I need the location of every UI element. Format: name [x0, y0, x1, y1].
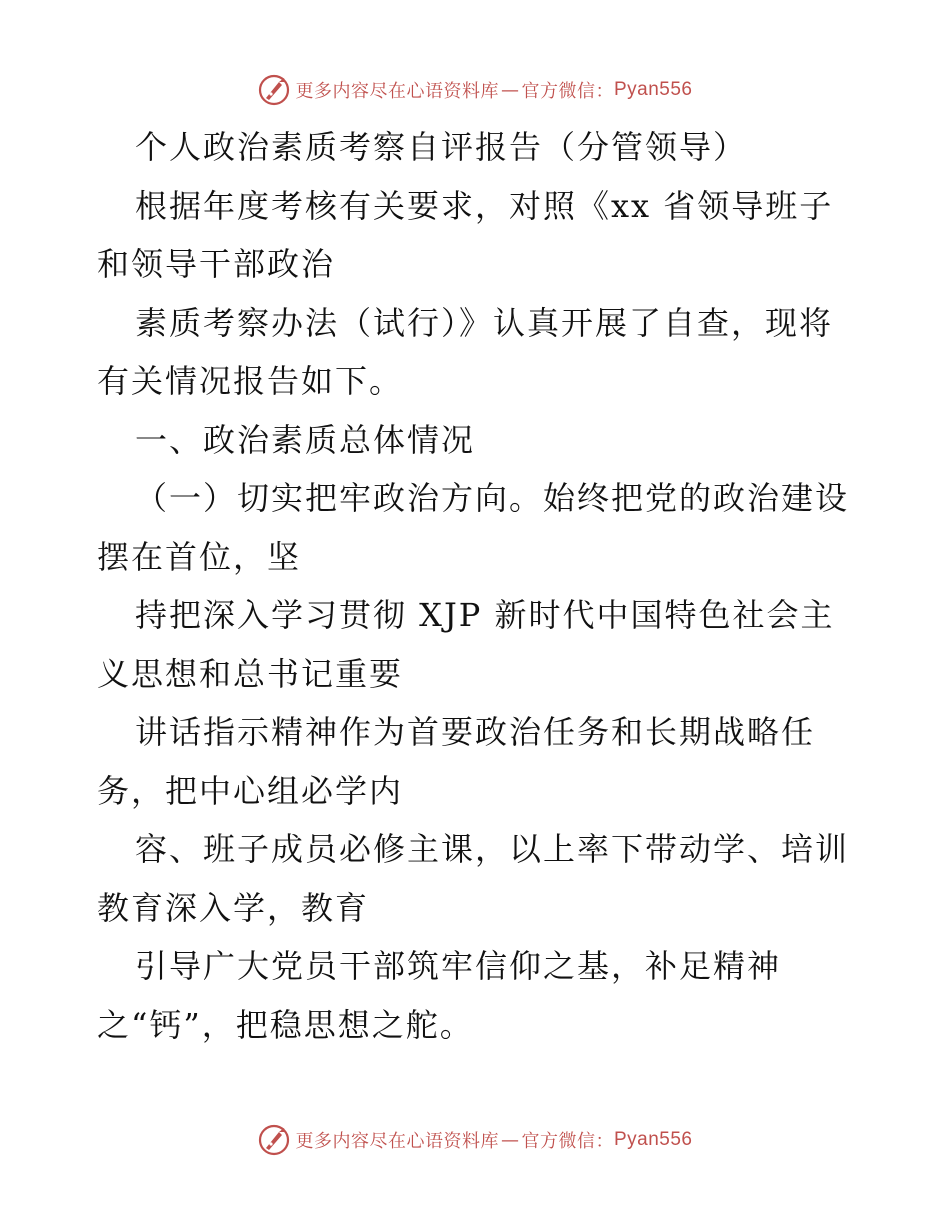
watermark-contact-text: 官方微信：: [521, 1131, 614, 1152]
document-line: （一）切实把牢政治方向。始终把党的政治建设: [135, 479, 850, 517]
quill-pen-logo-icon: [257, 1123, 291, 1157]
watermark-contact-id: Pyan556: [613, 1129, 693, 1150]
document-line: 素质考察办法（试行）》认真开展了自查，现将: [135, 303, 834, 342]
document-line: 教育深入学，教育: [97, 888, 370, 927]
document-line: 一、政治素质总体情况: [135, 420, 476, 459]
document-line: 和领导干部政治: [97, 245, 336, 283]
document-line: 之“钙”，把稳思想之舵。: [97, 1005, 474, 1044]
document-line: 容、班子成员必修主课，以上率下带动学、培训: [135, 830, 850, 868]
document-line: 个人政治素质考察自评报告（分管领导）: [135, 128, 748, 166]
watermark-contact-id: Pyan556: [613, 79, 693, 100]
watermark-contact-text: 官方微信：: [521, 81, 614, 102]
watermark-separator: —: [500, 79, 520, 101]
quill-pen-logo-icon: [257, 73, 291, 107]
document-line: 摆在首位，坚: [97, 537, 302, 576]
document-line: 引导广大党员干部筑牢信仰之基，补足精神: [135, 947, 782, 985]
document-line: 务，把中心组必学内: [97, 771, 404, 810]
watermark-brand-text: 更多内容尽在心语资料库: [295, 81, 499, 102]
document-line: 持把深入学习贯彻 XJP 新时代中国特色社会主: [135, 596, 835, 634]
watermark-brand-text: 更多内容尽在心语资料库: [295, 1131, 499, 1152]
document-body: [97, 118, 857, 1054]
footer-watermark: [0, 1120, 950, 1160]
document-line: 根据年度考核有关要求，对照《xx 省领导班子: [135, 186, 834, 225]
document-line: 有关情况报告如下。: [97, 362, 404, 400]
header-watermark: [0, 70, 950, 110]
document-line: 讲话指示精神作为首要政治任务和长期战略任: [135, 713, 816, 751]
watermark-separator: —: [500, 1129, 520, 1151]
document-line: 义思想和总书记重要: [97, 654, 404, 693]
